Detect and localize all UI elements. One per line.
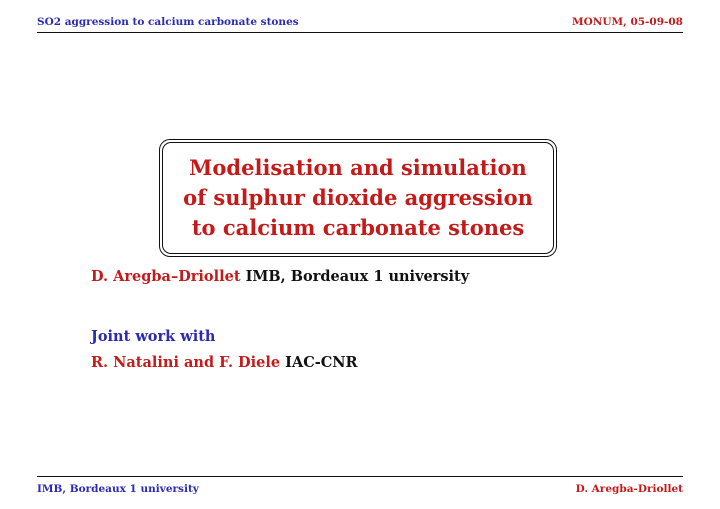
- title-box-inner: [162, 142, 554, 254]
- footer-institution: IMB, Bordeaux 1 university: [37, 483, 199, 495]
- footer-author: D. Aregba-Driollet: [575, 483, 683, 495]
- coauthors-line: [91, 354, 358, 371]
- footer-rule: [37, 476, 683, 477]
- header-rule: [37, 32, 683, 33]
- title-line-3: to calcium carbonate stones: [191, 215, 525, 240]
- title-box: [159, 139, 557, 257]
- coauthor-affiliation: IAC-CNR: [285, 354, 358, 371]
- joint-work-label: Joint work with: [91, 328, 216, 345]
- title-line-2: of sulphur dioxide aggression: [183, 185, 533, 210]
- author-line: [91, 268, 469, 285]
- header-event-date: MONUM, 05-09-08: [571, 16, 683, 28]
- coauthor-names: R. Natalini and F. Diele: [91, 354, 281, 371]
- author-affiliation: IMB, Bordeaux 1 university: [245, 268, 470, 285]
- title-line-1: Modelisation and simulation: [189, 155, 527, 180]
- header-topic: SO2 aggression to calcium carbonate stones: [37, 16, 299, 28]
- author-name: D. Aregba–Driollet: [91, 268, 241, 285]
